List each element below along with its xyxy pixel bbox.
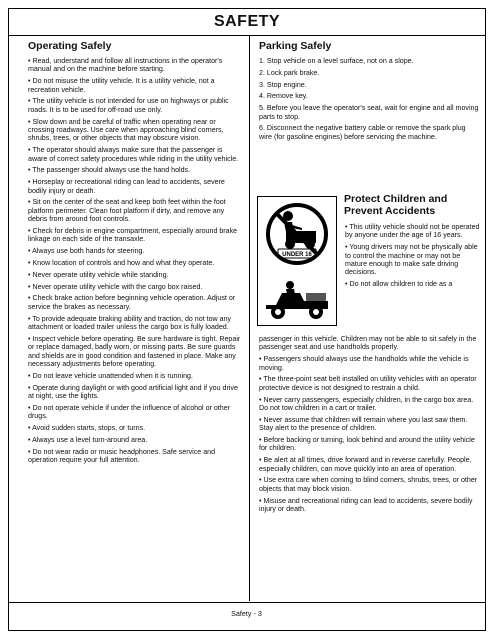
parking-section — [259, 40, 479, 145]
protect-side-item: • This utility vehicle should not be operated by anyone under the age of 16 years. — [345, 223, 480, 240]
operating-list — [28, 57, 242, 464]
operating-item: • Do not leave vehicle unattended when it is running. — [28, 371, 193, 380]
under-16-label: UNDER 16 — [282, 252, 312, 258]
protect-item: • Before backing or turning, look behind and around the utility vehicle for children. — [259, 436, 475, 453]
protect-side-list — [345, 223, 481, 292]
protect-item: • Misuse and recreational riding can lead to accidents, severe bodily injury or death. — [259, 496, 473, 514]
page-footer: Safety - 3 — [231, 609, 262, 618]
operating-item: • Always use a level turn-around area. — [28, 435, 148, 444]
protect-list — [259, 335, 481, 517]
parking-step: 1. Stop vehicle on a level surface, not on a slope. — [259, 57, 414, 65]
page-title: SAFETY — [213, 13, 281, 30]
column-divider — [249, 36, 250, 601]
parking-step: 3. Stop engine. — [259, 80, 307, 89]
operating-item: • Do not wear radio or music headphones. Safe service and operation require your full attention. — [28, 447, 216, 465]
operating-item: • Sit on the center of the seat and keep both feet within the foot platform perimeter. Clean foot platform if dirty, and remove any debris from around foot controls. — [28, 198, 226, 224]
operating-item: • Read, understand and follow all instructions in the operator's manual and on the machine before starting. — [28, 57, 223, 74]
operating-item: • The utility vehicle is not intended for use on highways or public roads. It is to be used for off-road use only. — [28, 97, 229, 114]
parking-heading: Parking Safely — [259, 40, 332, 52]
operating-item: • Horseplay or recreational riding can lead to accidents, severe bodily injury or death. — [28, 178, 225, 195]
operating-section — [28, 40, 242, 468]
operating-item: • Check brake action before beginning vehicle operation. Adjust or service the brakes as necessary. — [28, 294, 236, 311]
operating-item: • Avoid sudden starts, stops, or turns. — [28, 424, 146, 433]
protect-heading — [344, 193, 484, 217]
operating-item: • Operate during daylight or with good artificial light and if you drive at night, use the lights. — [28, 383, 238, 401]
operating-item: • Slow down and be careful of traffic when operating near or crossing roadways. Use care when approaching blind corners, shrubs, trees, or other objects that may obscure vision. — [28, 117, 224, 143]
operating-item: • Know location of controls and how and what they operate. — [28, 259, 215, 268]
operating-item: • Never operate utility vehicle while standing. — [28, 270, 169, 279]
utility-vehicle-icon — [262, 275, 332, 323]
footer-rule — [8, 602, 486, 603]
protect-item: • Never assume that children will remain where you last saw them. Stay alert to the presence of children. — [259, 415, 468, 433]
protect-item: • Passengers should always use the handholds while the vehicle is moving. — [259, 355, 469, 372]
operating-item: • The operator should always make sure that the passenger is aware of correct safety procedures while riding in the utility vehicle. — [28, 146, 239, 163]
operating-item: • The passenger should always use the hand holds. — [28, 166, 191, 175]
operating-item: • Check for debris in engine compartment, especially around brake linkage on each side of the transaxle. — [28, 227, 238, 244]
operating-item: • To provide adequate braking ability and traction, do not tow any attachment or loaded trailer unless the cargo box is fully loaded. — [28, 314, 232, 332]
protect-side-item: • Young drivers may not be physically able to control the machine or may not be mature enough to make safe driving decisions. — [345, 243, 478, 277]
protect-item: • Never carry passengers, especially children, in the cargo box area. Do not tow children in a cart or trailer. — [259, 395, 474, 413]
operating-item: • Always use both hands for steering. — [28, 247, 145, 256]
operating-item: • Do not misuse the utility vehicle. It is a utility vehicle, not a recreation vehicle. — [28, 77, 215, 94]
protect-heading-line1: Protect Children and — [344, 193, 448, 205]
protect-item: • Use extra care when coming to blind corners, shrubs, trees, or other objects that may block vision. — [259, 476, 478, 493]
protect-item: • Be alert at all times, drive forward and in reverse carefully. People, especially children, can move quickly into an area of operation. — [259, 456, 472, 473]
parking-step: 6. Disconnect the negative battery cable or remove the spark plug wire (for gasoline engines) before servicing the machine. — [259, 124, 466, 141]
no-driver-under-16-icon — [264, 201, 330, 267]
parking-step: 5. Before you leave the operator's seat, wait for engine and all moving parts to stop. — [259, 104, 479, 121]
safety-illustration — [257, 196, 337, 326]
page-header — [8, 8, 486, 36]
parking-steps — [259, 57, 479, 141]
operating-item: • Do not operate vehicle if under the influence of alcohol or other drugs. — [28, 403, 231, 421]
protect-item: • The three-point seat belt installed on utility vehicles with an operator protective device is not designed to restrain a child. — [259, 375, 477, 392]
protect-heading-line2: Prevent Accidents — [344, 205, 436, 217]
operating-item: • Inspect vehicle before operating. Be sure hardware is tight. Repair or replace damaged, badly worn, or missing parts. Be sure guards and shields are in good condition and fastened in place. Make any necessary adjustments before operating. — [28, 334, 241, 369]
protect-side-item: • Do not allow children to ride as a — [345, 280, 453, 289]
parking-step: 4. Remove key. — [259, 92, 308, 101]
parking-step: 2. Lock park brake. — [259, 68, 320, 77]
operating-heading: Operating Safely — [28, 40, 112, 52]
operating-item: • Never operate utility vehicle with the cargo box raised. — [28, 282, 203, 291]
protect-continued-text: passenger in this vehicle. Children may not be able to sit safely in the passenger seat and use handholds properly. — [259, 335, 477, 352]
